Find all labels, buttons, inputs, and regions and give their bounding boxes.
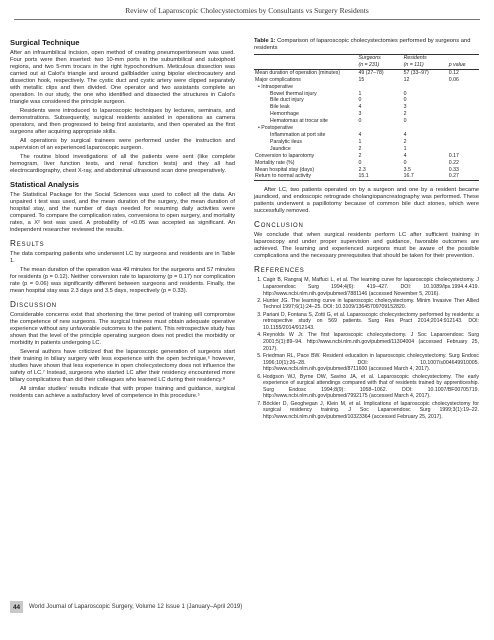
reference-item: 4. Reynolds W Jr. The first laparoscopic cholecystectomy. J Soc Laparoendosc Surg 2001;5(1):89–94. http://www.ncbi.nlm.nih.gov/pubmed/11304004 (accessed February 25, 2017). (263, 332, 479, 352)
p-value: 0.12 (448, 69, 459, 76)
reference-item: 1. Cagir B, Rangraj M, Maffuci L, et al. The learning curve for laparoscopic cholecystectomy. J Laparoendosc Surg 1994;4(6): 419–427. DOI: 10.1089/lps.1994.4.419. http://www.ncbi.nlm.nih.gov/pubmed/7881146 (accessed November 5, 2016). (263, 277, 479, 297)
row-label: Bile duct injury (270, 97, 304, 104)
table-row (254, 97, 479, 104)
column-header: Surgeons (358, 55, 381, 61)
page-footer (10, 601, 242, 613)
row-label: Jaundice (270, 145, 291, 152)
paragraph: Residents were introduced to laparoscopic techniques by lectures, seminars, and demonstrations. Subsequently, surgical residents assisted in operations as camera operators, and then progressed to being first assistants, and then operated as the first surgeons after acquiring appropriate skills. (10, 108, 235, 135)
table-row (254, 132, 479, 139)
residents-value (403, 84, 448, 91)
p-value: 0.06 (448, 76, 459, 83)
reference-item: 7. Böckler D, Geoghegan J, Klein M, et al. Implications of laparoscopic cholecystectomy for surgical residency training. J Soc Laparoendosc Surg 1999;3(1):19–22. http://www.ncbi.nlm.nih.gov/pubmed/10323364 (accessed February 25, 2017). (263, 401, 479, 421)
surgeons-value (358, 84, 403, 91)
table-row (254, 167, 479, 174)
residents-value (403, 125, 448, 132)
table-row (254, 77, 479, 84)
table-row (254, 69, 479, 76)
column-header (448, 55, 479, 62)
residents-value: 0 (403, 90, 407, 97)
p-value (448, 146, 479, 153)
surgeons-value: 1 (358, 90, 362, 97)
p-value: 0.33 (448, 166, 459, 173)
row-label: Major complications (255, 76, 301, 83)
column-subheader: p value (448, 61, 466, 68)
residents-value: 3 (403, 104, 407, 111)
residents-value: 2 (403, 138, 407, 145)
row-label: Bile leak (270, 104, 290, 111)
running-head: Review of Laparoscopic Cholecystectomies by Consultants vs Surgery Residents (125, 6, 369, 15)
residents-value: 0 (403, 97, 407, 104)
p-value (448, 139, 479, 146)
column-subheader: (n = 231) (358, 61, 380, 68)
table-body (254, 69, 479, 181)
residents-value: 2 (403, 111, 407, 118)
surgeons-value: 3 (358, 111, 362, 118)
surgeons-value: 49 (27–78) (358, 69, 384, 76)
surgeons-value: 15 (358, 76, 365, 83)
surgeons-value: 4 (358, 104, 362, 111)
p-value (448, 84, 479, 91)
table-row (254, 118, 479, 125)
p-value (448, 132, 479, 139)
surgeons-value (358, 125, 403, 132)
row-label: Paralytic ileus (270, 138, 303, 145)
table-row (254, 153, 479, 160)
paragraph: We conclude that when surgical residents perform LC after sufficient training in laparoscopy and under proper supervision and guidance, favorable outcomes are achieved. The learning and experienced surgeons must be aware of the possible complications and the necessary prerequisites that should be taken for their prevention. (254, 232, 479, 260)
column-header: Residents (403, 55, 427, 61)
right-column (254, 38, 479, 421)
surgeons-value: 2 (358, 152, 362, 159)
reference-item: 2. Hunter JG. The learning curve in laparoscopic cholecystectomy. Minim Invasive Ther Allied Technol 1997;6(1):24–25. DOI: 10.3109/13645709709152820. (263, 298, 479, 311)
paragraph: Considerable concerns exist that shortening the time period of training will compromise the competence of new surgeons. The surgical trainees must obtain adequate operative experience without any unfavorable outcomes to the patient. This retrospective study has shown that the level of the principle operating surgeon does not predict the morbidity or morbidity in patients undergoing LC. (10, 312, 235, 346)
reference-list (254, 277, 479, 420)
surgeons-value: 15.1 (358, 173, 369, 180)
journal-citation: World Journal of Laparoscopic Surgery, Volume 12 Issue 1 (January–April 2019) (29, 604, 243, 610)
table-row (254, 111, 479, 118)
column-header (254, 55, 358, 62)
paragraph: All similar studies' results indicate that with proper training and guidance, surgical residents can achieve a satisfactory level of competence in this procedure.⁵ (10, 386, 235, 399)
p-value (448, 111, 479, 118)
p-value: 0.27 (448, 173, 459, 180)
table-row (254, 160, 479, 167)
comparison-table (254, 54, 479, 181)
references-heading: References (254, 265, 305, 275)
surgeons-value: 0 (358, 159, 362, 166)
results-heading: Results (10, 239, 45, 248)
row-label: Return to normal activity (255, 173, 311, 180)
column-subheader: (n = 111) (403, 61, 424, 68)
paragraph: The routine blood investigations of all the patients were sent (like complete hemogram, liver function tests, and renal function tests) and they all had electrocardiography, chest X-ray, and abdominal ultrasound scan done preoperatively. (10, 154, 235, 174)
column-subheader (254, 62, 358, 69)
row-label: Hemorrhage (270, 111, 299, 118)
residents-value: 0 (403, 118, 407, 125)
residents-value: 4 (403, 152, 407, 159)
row-label: • Postoperative (258, 125, 293, 132)
residents-value: 57 (33–97) (403, 69, 429, 76)
table-caption (254, 38, 479, 52)
header-rule (14, 19, 480, 20)
surgeons-value: 4 (358, 131, 362, 138)
surgeons-value: 0 (358, 118, 362, 125)
row-label: Hematomas at trocar site (270, 118, 328, 125)
reference-item: 6. Hodgson WJ, Byrne DW, Savino JA, et al. Laparoscopic cholecystectomy. The early experience of surgical attendings compared with that of residents trained by apprenticeship. Surg Endosc 1994;8(9): 1058–1062. DOI: 10.1007/BF00705719. http://www.ncbi.nlm.nih.gov/pubmed/7992175 (accessed March 4, 2017). (263, 374, 479, 400)
surgeons-value: 0 (358, 97, 362, 104)
p-value (448, 118, 479, 125)
paragraph: The mean duration of the operation was 49 minutes for the surgeons and 57 minutes for residents (p = 0.12). Neither conversion rate to laparotomy (p = 0.17) nor complication rate (p = 0.06) was significantly different between surgeons and residents. Finally, the mean hospital stay was 2.3 days and 3.5 days, respectively (p = 0.33). (10, 267, 235, 294)
p-value (448, 97, 479, 104)
paragraph: After LC, two patients operated on by a surgeon and one by a resident became jaundiced, and endoscopic retrograde cholangiopancreatography was performed. These patients underwent a papillotomy because of common bile duct stones, which were successfully removed. (254, 187, 479, 215)
table-subheader-row (254, 62, 479, 69)
p-value: 0.17 (448, 152, 459, 159)
conclusion-heading: Conclusion (254, 220, 304, 230)
residents-value: 12 (403, 76, 410, 83)
residents-value: 4 (403, 131, 407, 138)
surgeons-value: 2.3 (358, 166, 366, 173)
table-title: Comparison of laparoscopic cholecystectomies performed by surgeons and residents (254, 38, 471, 51)
row-label: Inflammation at port site (270, 131, 326, 138)
paragraph: All operations by surgical trainees were performed under the instruction and supervision of an experienced laparoscopic surgeon. (10, 138, 235, 151)
paragraph: The data comparing patients who underwent LC by surgeons and residents are in Table 1. (10, 251, 235, 264)
residents-value: 16.7 (403, 173, 414, 180)
table-label: Table 1: (254, 38, 276, 44)
residents-value: 0 (403, 159, 407, 166)
surgeons-value: 2 (358, 145, 362, 152)
residents-value: 1 (403, 145, 407, 152)
surgeons-value: 1 (358, 138, 362, 145)
statistical-analysis-heading: Statistical Analysis (10, 180, 79, 189)
discussion-heading: Discussion (10, 300, 57, 309)
row-label: Mortality rate (%) (255, 159, 295, 166)
row-label: Mean duration of operation (minutes) (255, 69, 341, 76)
table-row (254, 104, 479, 111)
row-label: Conversion to laparotomy (255, 152, 315, 159)
paragraph: After an infraumbilical incision, open method of creating pneumoperitoneum was used. Four ports were then inserted: two 10-mm ports in the subumbilical and subxiphoid regions, and two 5-mm trocars in the right hypochondrium. Meticulous dissection was carried out at Calot's triangle and around gallbladder using bipolar electrocautery and dissection hook, respectively. The cystic duct and cystic artery were clipped separately with metallic clips and then divided. One operator and two assistants complete an operation. In our study, the one who identified and dissected the structures in Calot's triangle was considered the principle surgeon. (10, 50, 235, 105)
paragraph: Several authors have criticized that the laparoscopic generation of surgeons start their training in biliary surgery with less experience with the open technique,⁶ however, studies have shown that less experience in open cholecystectomy does not influence the safety of LC.⁷ Instead, surgeons who started LC after their residency encountered more biliary complications than did their colleagues who learned LC during their residency.⁸ (10, 349, 235, 383)
table-row (254, 91, 479, 98)
p-value (448, 91, 479, 98)
paragraph: The Statistical Package for the Social Sciences was used to collect all the data. An unpaired t test was used, and the mean duration of the surgery, the mean duration of hospital stay, and the number of days needed for resuming daily activities were compared. To compare the complication rates, conversions to open surgery, and mortality rates, a X² test was used. A probability of <0.05 was accepted as significant. An independent researcher reviewed the results. (10, 192, 235, 233)
reference-item: 5. Friedman RL, Pace BW. Resident education in laparoscopic cholecystectomy. Surg Endosc 1996;10(1):26–28. DOI: 10.1007/s004649910005. http://www.ncbi.nlm.nih.gov/pubmed/8711600 (accessed March 4, 2017). (263, 353, 479, 373)
table-row (254, 173, 479, 180)
residents-value: 3.5 (403, 166, 411, 173)
table-row (254, 139, 479, 146)
row-label: • Intraoperative (258, 83, 293, 90)
reference-item: 3. Pariani D, Fontana S, Zotti G, et al. Laparoscopic cholecystectomy performed by residents: a retrospective study on 569 patients. Surg Res Pract 2014;2014:912143. DOI: 10.1155/2014/912143. (263, 312, 479, 332)
table-header-row (254, 55, 479, 62)
row-label: Bowel thermal injury (270, 90, 317, 97)
left-column (10, 38, 235, 402)
p-value (448, 104, 479, 111)
page-number: 44 (10, 601, 23, 613)
surgical-technique-heading: Surgical Technique (10, 38, 80, 47)
p-value (448, 125, 479, 132)
table-row (254, 146, 479, 153)
table-row (254, 125, 479, 132)
table-row (254, 84, 479, 91)
row-label: Mean hospital stay (days) (255, 166, 315, 173)
p-value: 0.22 (448, 159, 459, 166)
